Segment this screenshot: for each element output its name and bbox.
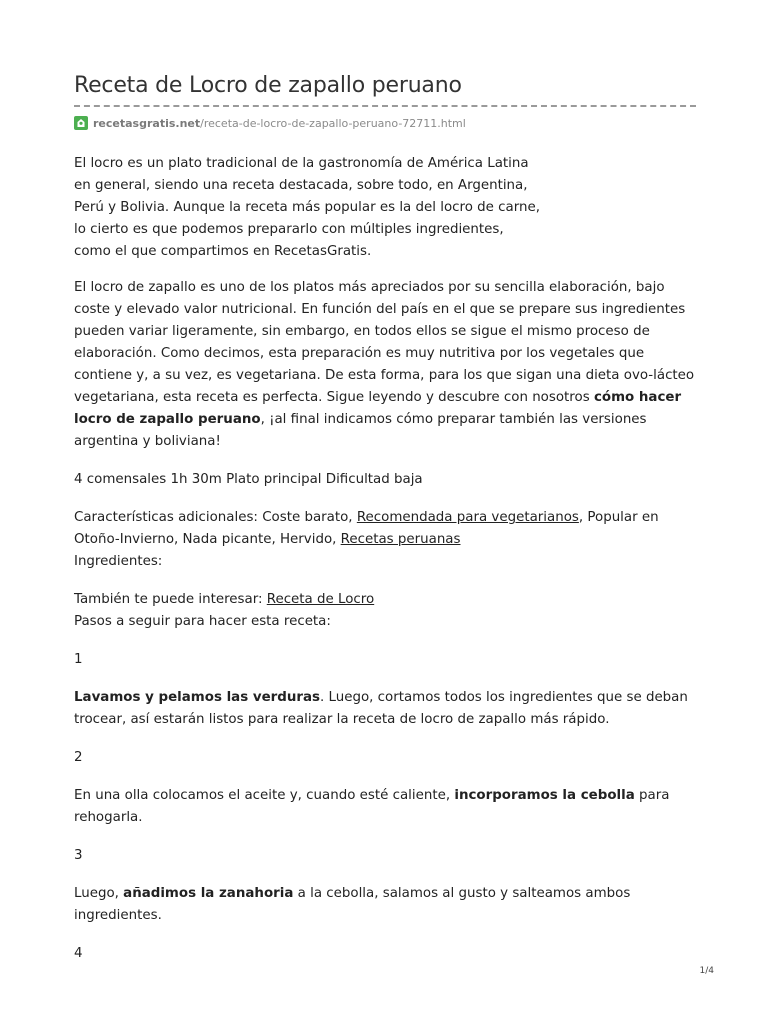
related-prefix: También te puede interesar: [74, 592, 267, 607]
intro-line: lo cierto es que podemos prepararlo con múltiples ingredientes, [74, 222, 504, 237]
step-number: 2 [74, 750, 83, 765]
step-start: Luego, [74, 886, 124, 901]
source-line [74, 113, 696, 133]
related-recipe [74, 589, 696, 633]
page-title: Receta de Locro de zapallo peruano [74, 73, 462, 98]
step-rest: a la cebolla, salamos al gusto y salteamos ambos ingredientes. [74, 886, 631, 923]
locro-recipe-link[interactable]: Receta de Locro [266, 592, 375, 607]
step-bold: Lavamos y pelamos las verduras [74, 690, 320, 705]
step-rest: para rehogarla. [74, 788, 670, 825]
step-number: 4 [74, 946, 83, 961]
step-start: En una olla colocamos el aceite y, cuando esté caliente, [74, 788, 455, 803]
ingredients-label: Ingredientes: [74, 554, 163, 569]
step-number: 1 [74, 652, 83, 667]
description-text-end: , ¡al final indicamos cómo preparar también las versiones argentina y boliviana! [74, 412, 647, 449]
step-bold: incorporamos la cebolla [454, 788, 635, 803]
description-bold: cómo hacer locro de zapallo peruano [74, 390, 682, 427]
features-middle: , Popular en Otoño-Invierno, Nada picante, Hervido, [74, 510, 659, 547]
intro-line: en general, siendo una receta destacada, sobre todo, en Argentina, [74, 178, 528, 193]
source-link[interactable] [93, 117, 466, 130]
features-prefix: Características adicionales: Coste barato, [74, 510, 357, 525]
recipe-meta: 4 comensales 1h 30m Plato principal Dificultad baja [74, 472, 423, 487]
peruvian-recipes-link[interactable]: Recetas peruanas [340, 532, 461, 547]
description-paragraph [74, 277, 696, 453]
steps-label: Pasos a seguir para hacer esta receta: [74, 614, 331, 629]
description-text: El locro de zapallo es uno de los platos más apreciados por su sencilla elaboración, bajo coste y elevado valor nutricional. En función del país en el que se prepare sus ingredientes pueden variar ligeramente, sin embargo, en todos ellos se sigue el mismo proceso de elaboración. Como decimos, esta preparación es muy nutritiva por los vegetales que contiene y, a su vez, es vegetariana. De esta forma, para los que sigan una dieta ovo-lácteo vegetariana, esta receta es perfecta. Sigue leyendo y descubre con nosotros [74, 280, 695, 405]
intro-line: como el que compartimos en RecetasGratis. [74, 244, 372, 259]
vegetarian-link[interactable]: Recomendada para vegetarianos [356, 510, 579, 525]
step-bold: añadimos la zanahoria [123, 886, 294, 901]
intro-line: Perú y Bolivia. Aunque la receta más popular es la del locro de carne, [74, 200, 540, 215]
intro-line: El locro es un plato tradicional de la gastronomía de América Latina [74, 156, 529, 171]
document-page [74, 70, 696, 965]
source-domain: recetasgratis.net [93, 116, 201, 130]
source-path: /receta-de-locro-de-zapallo-peruano-72711.html [200, 116, 466, 130]
step-rest: . Luego, cortamos todos los ingredientes que se deban trocear, así estarán listos para realizar la receta de locro de zapallo más rápido. [74, 690, 688, 727]
additional-features [74, 507, 696, 573]
step-number: 3 [74, 848, 83, 863]
step-text [74, 687, 696, 731]
recetasgratis-favicon-icon [74, 116, 88, 130]
step-text [74, 785, 696, 829]
page-number: 1/4 [699, 966, 714, 976]
step-text [74, 883, 696, 927]
intro-paragraph [74, 153, 696, 263]
title-divider [74, 105, 696, 107]
